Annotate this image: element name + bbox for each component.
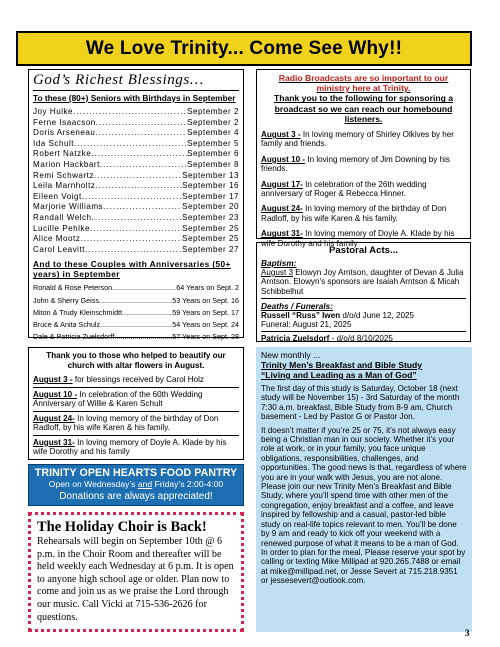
- pastoral-acts-box: [256, 242, 471, 342]
- page-banner: [16, 31, 472, 66]
- radio-entry-date: August 24-: [261, 204, 303, 214]
- leader-dots: [90, 224, 182, 235]
- couple-names: Miton & Trudy Kleinschmidtt: [33, 307, 123, 317]
- birthday-name: Remi Schwartz: [33, 170, 94, 180]
- blessings-title: God’s Richest Blessings…: [33, 72, 239, 91]
- flowers-entry-date: August 31-: [33, 437, 75, 447]
- birthday-date: September 25: [182, 223, 239, 233]
- radio-heading-red: Radio Broadcasts are so important to our ministry here at Trinity.: [278, 73, 449, 94]
- birthday-date: September 25: [182, 234, 239, 244]
- birthday-name: Lucille Pehlke: [33, 223, 90, 233]
- flowers-entry-date: August 3 -: [33, 375, 73, 385]
- leader-dots: [122, 307, 172, 319]
- birthday-row: [33, 118, 239, 129]
- radio-broadcasts-box: [256, 69, 471, 248]
- birthday-date: September 16: [182, 181, 239, 191]
- death1-dates: d/o/d June 12, 2025: [340, 310, 414, 320]
- death-entry-2: [261, 334, 466, 343]
- birthday-date: September 20: [182, 202, 239, 212]
- death2-dates: - d/o/d 8/10/2025: [329, 334, 393, 344]
- birthday-row: [33, 202, 239, 213]
- birthday-row: [33, 128, 239, 139]
- holiday-choir-box: [28, 512, 244, 632]
- birthday-row: [33, 245, 239, 256]
- radio-entry: [261, 155, 466, 174]
- baptism-label: Baptism:: [261, 258, 297, 268]
- radio-entry: [261, 130, 466, 149]
- leader-dots: [80, 234, 182, 245]
- choir-title: The Holiday Choir is Back!: [37, 519, 207, 535]
- death2-name: Patricia Zuelsdorf: [261, 334, 330, 344]
- radio-entry-date: August 31-: [261, 229, 303, 239]
- radio-heading: [261, 73, 466, 124]
- birthday-row: [33, 224, 239, 235]
- couple-names: Bruce & Anita Schulz: [33, 319, 101, 329]
- birthday-date: September 6: [187, 149, 239, 159]
- leader-dots: [96, 118, 187, 129]
- birthday-list: [33, 107, 239, 255]
- mens-intro: New monthly ...: [261, 350, 321, 360]
- leader-dots: [99, 295, 172, 307]
- anniversary-row: [33, 319, 239, 331]
- radio-entry-text: In loving memory of the birthday of Don Radloff, by his wife Karen & his family.: [261, 204, 447, 223]
- leader-dots: [74, 139, 187, 150]
- pantry-title: TRINITY OPEN HEARTS FOOD PANTRY: [34, 467, 238, 479]
- flowers-entry-text: for blessings received by Carol Holz: [72, 375, 204, 385]
- flowers-entry-text: In loving memory of the birthday of Don Radloff, by his wife Karen & his family.: [33, 413, 219, 433]
- birthday-row: [33, 160, 239, 171]
- baptism-date: August 3: [261, 268, 293, 277]
- radio-entry-text: In loving memory of Shirley Olkives by her family and friends.: [261, 130, 454, 149]
- flowers-entry: [33, 388, 239, 412]
- death-entry-1: [261, 311, 466, 320]
- flowers-entry: [33, 436, 239, 459]
- pantry-hours-and: and: [137, 479, 153, 489]
- flowers-entry-text: In celebration of the 60th Wedding Anniversary of Willie & Karen Schult: [33, 389, 203, 409]
- anniversaries-subtitle: And to these Couples with Anniversaries (50+ years) in September: [33, 259, 231, 280]
- mens-description: It doesn’t matter if you’re 25 or 75, it’s not always easy being a Christian man in our society. Whether it’s your role at work, or in your family, you face unique obligations, responsibilities, challenges, and opportunities. The good news is that, regardless of where you are in your walk with Jesus, you are not alone. Please join our new Trinity Men’s Breakfast and Bible Study, where you’ll spend time with other men of the congregation, enjoy breakfast and a coffee, and leave inspired by fellowship and a casual, pastor-led bible study on real-life topics relevant to men. You’ll be done by 9 am and ready to kick off your weekend with a renewed purpose of what it means to be a man of God. In order to plan for the meal, Please reserve your spot by calling or texting Mike Millipad at 920.265.7488 or email at mike@millipad.net, or Jesse Severt at 715.218.9351 or jessesevert@outlook.com.: [261, 425, 467, 586]
- radio-entry-text: In loving memory of Jim Downing by his friends.: [261, 154, 450, 174]
- pantry-hours-a: Open on Wednesday’s: [48, 479, 138, 489]
- couple-names: Ronald & Rose Peterson: [33, 283, 113, 293]
- birthday-name: Leila Marnholtz: [33, 181, 96, 191]
- death1-funeral: Funeral: August 21, 2025: [261, 320, 352, 330]
- mens-breakfast-box: [256, 347, 472, 632]
- anniversary-row: [33, 295, 239, 307]
- birthday-date: September 27: [182, 244, 239, 254]
- leader-dots: [100, 319, 172, 331]
- anniversary-years: 53 Years on Sept. 16: [172, 295, 239, 305]
- leader-dots: [85, 245, 182, 256]
- pantry-hours: [29, 479, 243, 490]
- flowers-entry: [33, 412, 239, 436]
- birthday-row: [33, 181, 239, 192]
- pastoral-divider: [261, 298, 466, 299]
- radio-entry-date: August 3 -: [261, 130, 301, 140]
- birthday-name: Eileen Voigt: [33, 191, 82, 201]
- birthday-name: Marjorie Williams: [33, 202, 104, 212]
- leader-dots: [94, 171, 182, 182]
- blessings-box: [28, 69, 244, 342]
- baptism-entry: [261, 268, 466, 296]
- flowers-entry-date: August 24-: [33, 413, 75, 423]
- anniversary-years: 57 Years on Sept. 28: [172, 332, 239, 342]
- banner-title: We Love Trinity... Come See Why!!: [85, 37, 403, 59]
- birthday-row: [33, 192, 239, 203]
- couple-names: Dale & Patricia Zuelsdorff: [33, 332, 115, 342]
- anniversary-row: [33, 282, 239, 294]
- leader-dots: [103, 202, 182, 213]
- birthday-date: September 23: [182, 212, 239, 222]
- page-number: 3: [465, 628, 470, 638]
- birthday-row: [33, 149, 239, 160]
- couple-names: John & Sherry Geiss: [33, 295, 99, 305]
- radio-entry-text: In celebration of the 26th wedding anniversary of Roger & Rebecca Hinner.: [261, 179, 427, 199]
- birthday-row: [33, 107, 239, 118]
- birthday-date: September 13: [182, 170, 239, 180]
- radio-list: [261, 130, 466, 248]
- anniversary-years: 59 Years on Sept. 17: [172, 307, 239, 317]
- flowers-entry-text: In loving memory of Doyle A. Klade by his wife Dorothy and his family: [33, 437, 227, 457]
- pastoral-title: Pastoral Acts...: [329, 245, 398, 256]
- leader-dots: [95, 128, 187, 139]
- birthday-row: [33, 234, 239, 245]
- radio-entry-date: August 10 -: [261, 154, 306, 164]
- leader-dots: [114, 331, 172, 343]
- birthday-date: September 4: [187, 128, 239, 138]
- altar-flowers-box: [28, 347, 244, 460]
- food-pantry-box: [28, 464, 244, 506]
- birthday-name: Carol Leavitt: [33, 244, 85, 254]
- death1-name: Russell “Russ” Iwen: [261, 310, 341, 320]
- leader-dots: [91, 149, 187, 160]
- mens-subtitle: “Living and Leading as a Man of God”: [261, 370, 417, 380]
- birthday-date: September 8: [187, 159, 239, 169]
- choir-text: Rehearsals will begin on September 10th @ 6 p.m. in the Choir Room and thereafter will be held weekly each Wednesday at 6 p.m. It is open to anyone high school age or older. Plan now to come and join us as we praise the Lord through our music. Call Vicki at 715-536-2626 for questions.: [37, 536, 234, 623]
- anniversary-years: 64 Years on Sept. 2: [176, 283, 239, 293]
- birthday-row: [33, 213, 239, 224]
- birthday-name: Marion Hackbart: [33, 159, 100, 169]
- birthdays-subtitle: To these (80+) Seniors with Birthdays in September: [33, 93, 236, 103]
- birthday-name: Ida Schult: [33, 138, 74, 148]
- leader-dots: [95, 181, 182, 192]
- deaths-label: Deaths / Funerals:: [261, 300, 333, 311]
- birthday-name: Alice Mootz: [33, 234, 81, 244]
- birthday-row: [33, 139, 239, 150]
- anniversary-years: 54 Years on Sept. 24: [172, 319, 239, 329]
- pastoral-divider-2: [261, 331, 466, 332]
- flowers-entry: [33, 373, 239, 388]
- pantry-hours-b: Friday’s 2:00-4:00: [152, 479, 224, 489]
- birthday-name: Doris Arseneau: [33, 128, 96, 138]
- radio-entry-date: August 17-: [261, 179, 303, 189]
- birthday-name: Robert Natzke: [33, 149, 92, 159]
- radio-entry: [261, 180, 466, 199]
- anniversary-row: [33, 331, 239, 343]
- leader-dots: [112, 282, 176, 294]
- birthday-date: September 2: [187, 107, 239, 116]
- flowers-entry-date: August 10 -: [33, 389, 78, 399]
- baptism-text: Elowyn Joy Arntson, daughter of Devan & Julia Arntson. Elowyn’s sponsors are Isaiah Arntson & Micah Schibbelhut: [261, 268, 464, 296]
- birthday-row: [33, 171, 239, 182]
- radio-entry-text: In loving memory of Doyle A. Klade by his wife Dorothy and his family: [261, 229, 455, 248]
- flowers-list: [33, 373, 239, 459]
- anniversary-row: [33, 307, 239, 319]
- leader-dots: [82, 192, 182, 203]
- pantry-donations: Donations are always appreciated!: [59, 491, 213, 502]
- birthday-date: September 17: [182, 191, 239, 201]
- radio-heading-thanks: Thank you to the following for sponsoring a broadcast so we can reach our homebound listeners.: [273, 93, 454, 124]
- mens-title: Trinity Men’s Breakfast and Bible Study: [261, 360, 423, 370]
- flowers-heading: Thank you to those who helped to beautify our church with altar flowers in August.: [46, 351, 226, 370]
- birthday-name: Randall Welch: [33, 212, 92, 222]
- leader-dots: [100, 160, 187, 171]
- birthday-name: Ferne Isaacson: [33, 117, 96, 127]
- leader-dots: [73, 107, 187, 118]
- birthday-name: Joy Hulke: [33, 107, 74, 116]
- anniversary-list: [33, 282, 239, 343]
- leader-dots: [92, 213, 183, 224]
- radio-entry: [261, 204, 466, 223]
- mens-schedule: The first day of this study is Saturday, October 18 (next study will be November 15) - 3rd Saturday of the month 7:30 a.m. breakfast, Bible Study from 8-9 am, Church basement - Led by Pastor G or Pastor Jon.: [261, 384, 460, 422]
- birthday-date: September 5: [187, 138, 239, 148]
- birthday-date: September 2: [187, 117, 239, 127]
